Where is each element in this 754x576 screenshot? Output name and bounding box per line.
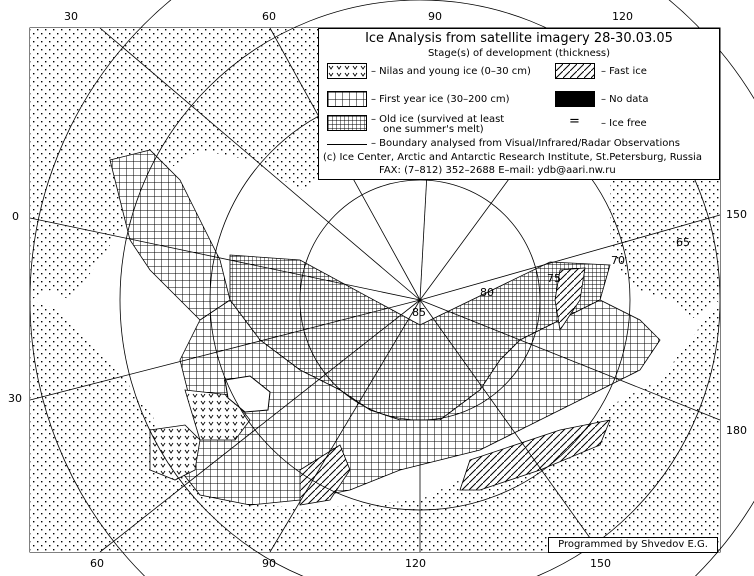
ice-free-symbol: = [569,114,580,129]
lon-bottom-90: 90 [262,557,276,570]
lon-left-0: 0 [12,210,19,223]
fast-ice-swatch [555,63,595,79]
legend-panel [318,28,720,180]
lon-top-30: 30 [64,10,78,23]
legend-old-label-2: one summer's melt) [383,124,484,135]
legend-subtitle: Stage(s) of development (thickness) [427,48,611,59]
legend-first-year-label: – First year ice (30–200 cm) [371,94,510,105]
legend-copyright: (c) Ice Center, Arctic and Antarctic Research Institute, St.Petersburg, Russia [323,152,702,163]
lat-label-80: 80 [480,286,494,299]
lon-top-90: 90 [428,10,442,23]
legend-fast-label: – Fast ice [601,66,647,77]
legend-contact: FAX: (7–812) 352–2688 E–mail: ydb@aari.nw.ru [379,165,616,176]
credit-box: Programmed by Shvedov E.G. [548,537,718,553]
lat-label-70: 70 [611,254,625,267]
legend-nilas-label: – Nilas and young ice (0–30 cm) [371,66,531,77]
lon-bottom-120: 120 [405,557,426,570]
lon-bottom-150: 150 [590,557,611,570]
lon-left-30: 30 [8,392,22,405]
nilas-swatch [327,63,367,79]
lat-label-75: 75 [547,272,561,285]
lon-top-120: 120 [612,10,633,23]
lon-right-150: 150 [726,208,747,221]
boundary-line-sample [327,144,367,145]
old-ice-swatch [327,115,367,131]
legend-ice-free-label: – Ice free [601,118,647,129]
legend-no-data-label: – No data [601,94,649,105]
legend-boundary-label: – Boundary analysed from Visual/Infrared/Radar Observations [371,138,680,149]
legend-old-label-1: – Old ice (survived at least [371,114,505,125]
lon-right-180: 180 [726,424,747,437]
no-data-swatch [555,91,595,107]
lon-bottom-60: 60 [90,557,104,570]
lon-top-60: 60 [262,10,276,23]
lat-label-65: 65 [676,236,690,249]
lat-label-85: 85 [412,306,426,319]
legend-title: Ice Analysis from satellite imagery 28-30.03.05 [365,31,673,46]
first-year-swatch [327,91,367,107]
